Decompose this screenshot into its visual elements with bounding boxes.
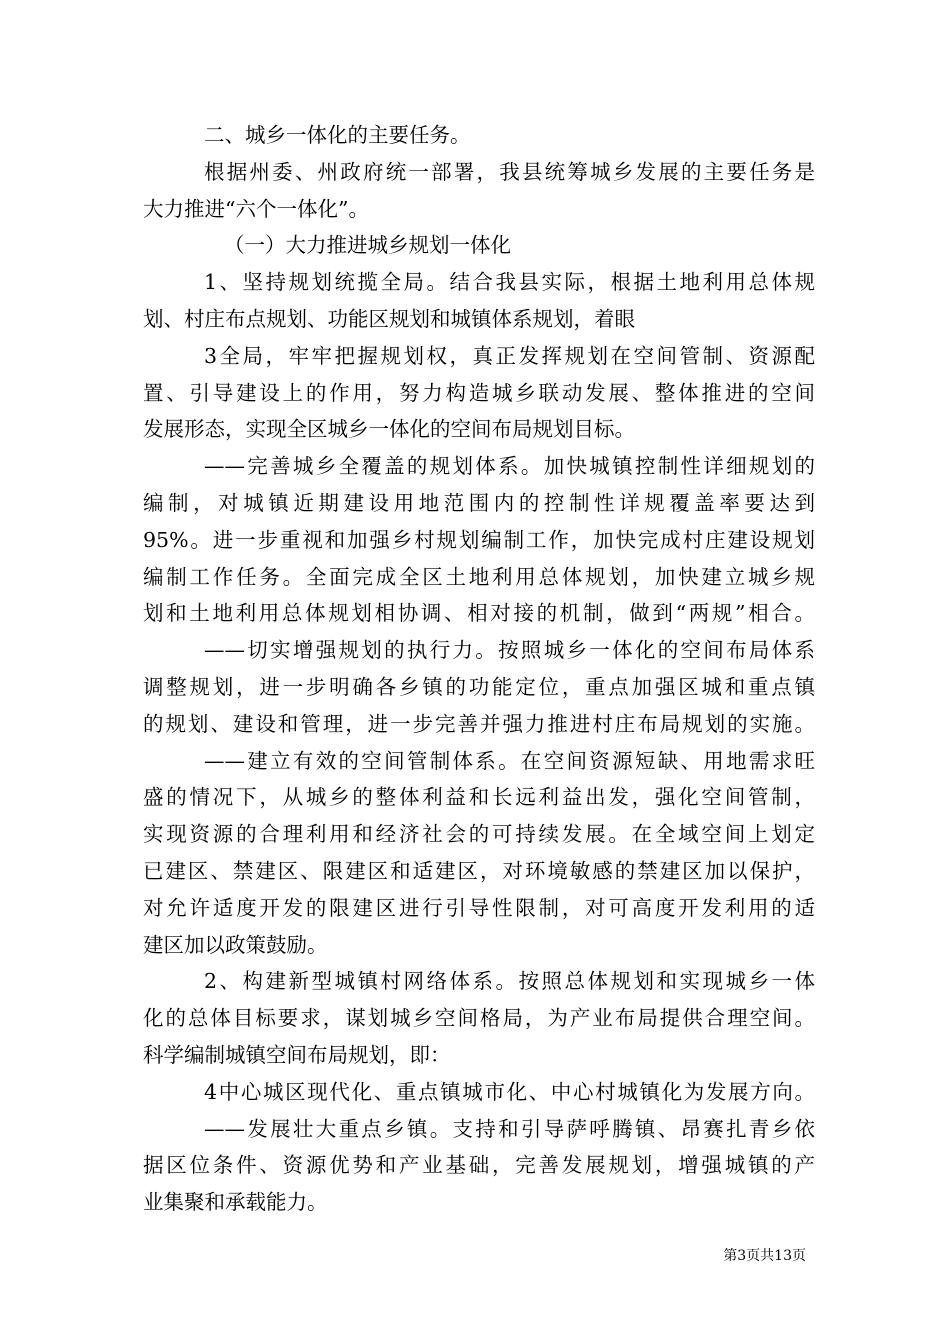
paragraph-line: 大力推进“六个一体化”。 — [143, 196, 369, 221]
paragraph-line: 2、构建新型城镇村网络体系。按照总体规划和实现城乡一体 — [204, 969, 815, 994]
paragraph-line: 3全局，牢牢把握规划权，真正发挥规划在空间管制、资源配 — [204, 343, 815, 368]
paragraph-line: 置、引导建设上的作用，努力构造城乡联动发展、整体推进的空间 — [143, 380, 815, 405]
paragraph-line: ——完善城乡全覆盖的规划体系。加快城镇控制性详细规划的 — [204, 454, 815, 479]
paragraph-line: 已建区、禁建区、限建区和适建区，对环境敏感的禁建区加以保护， — [143, 858, 815, 883]
paragraph-line: 1、坚持规划统揽全局。结合我县实际，根据土地利用总体规 — [204, 270, 815, 295]
paragraph-line: 实现资源的合理利用和经济社会的可持续发展。在全域空间上划定 — [143, 822, 815, 847]
paragraph-line: 调整规划，进一步明确各乡镇的功能定位，重点加强区城和重点镇 — [143, 674, 815, 699]
page-number: 第3页共13页 — [723, 1248, 806, 1264]
paragraph-line: 盛的情况下，从城乡的整体利益和长远利益出发，强化空间管制， — [143, 785, 815, 810]
document-body — [143, 117, 815, 1221]
paragraph-line: ——切实增强规划的执行力。按照城乡一体化的空间布局体系 — [204, 638, 815, 663]
subsection-heading: （一）大力推进城乡规划一体化 — [224, 233, 511, 258]
paragraph-line: ——建立有效的空间管制体系。在空间资源短缺、用地需求旺 — [204, 748, 815, 773]
paragraph-line: 据区位条件、资源优势和产业基础，完善发展规划，增强城镇的产 — [143, 1153, 815, 1178]
paragraph-line: 的规划、建设和管理，进一步完善并强力推进村庄布局规划的实施。 — [143, 711, 815, 736]
paragraph-line: 化的总体目标要求，谋划城乡空间格局，为产业布局提供合理空间。 — [143, 1006, 815, 1031]
paragraph-line: 编制，对城镇近期建设用地范围内的控制性详规覆盖率要达到 — [143, 490, 815, 515]
paragraph-line: 4中心城区现代化、重点镇城市化、中心村城镇化为发展方向。 — [204, 1079, 815, 1104]
paragraph-line: 根据州委、州政府统一部署，我县统筹城乡发展的主要任务是 — [204, 159, 815, 184]
paragraph-line: 发展形态，实现全区城乡一体化的空间布局规划目标。 — [143, 417, 635, 442]
paragraph-line: 科学编制城镇空间布局规划，即： — [143, 1042, 451, 1067]
paragraph-line: 建区加以政策鼓励。 — [143, 932, 328, 957]
paragraph-line: 对允许适度开发的限建区进行引导性限制，对可高度开发利用的适 — [143, 895, 815, 920]
paragraph-line: 划、村庄布点规划、功能区规划和城镇体系规划，着眼 — [143, 306, 635, 331]
paragraph-line: 划和土地利用总体规划相协调、相对接的机制，做到“两规”相合。 — [143, 601, 815, 626]
paragraph-line: 95%。进一步重视和加强乡村规划编制工作，加快完成村庄建设规划 — [143, 527, 815, 552]
paragraph-line: ——发展壮大重点乡镇。支持和引导萨呼腾镇、昂赛扎青乡依 — [204, 1116, 815, 1141]
paragraph-line: 编制工作任务。全面完成全区土地利用总体规划，加快建立城乡规 — [143, 564, 815, 589]
section-heading: 二、城乡一体化的主要任务。 — [204, 123, 471, 147]
paragraph-line: 业集聚和承载能力。 — [143, 1190, 328, 1215]
